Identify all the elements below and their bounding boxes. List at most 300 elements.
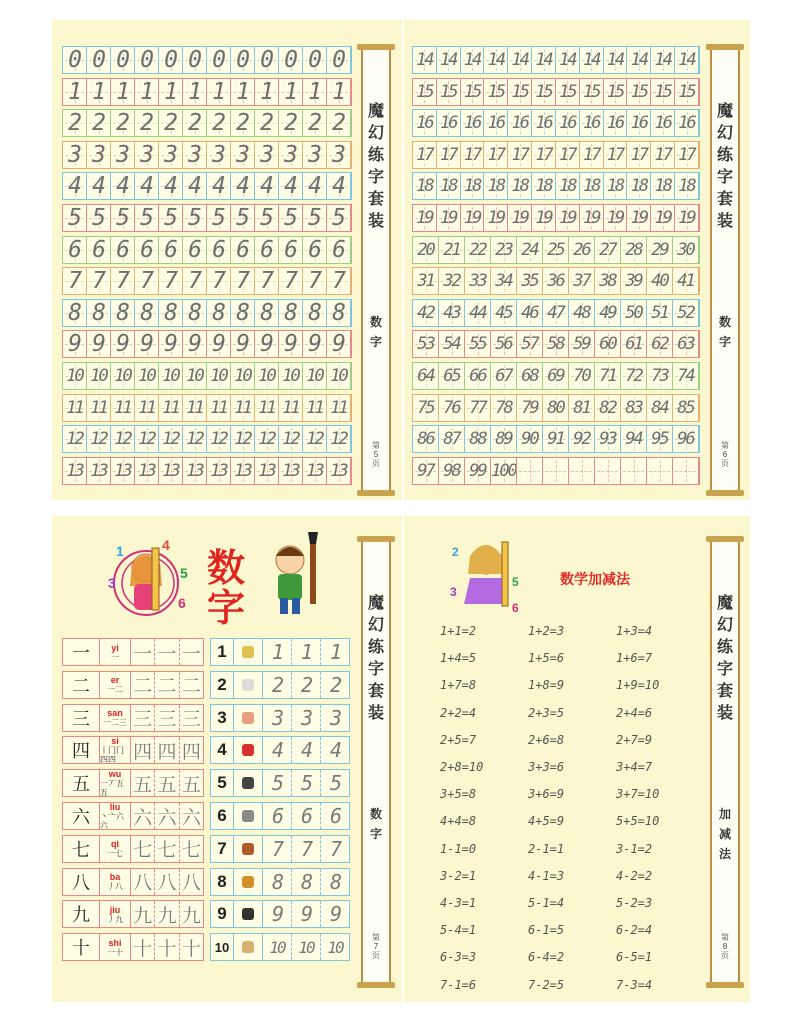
practice-cell (621, 363, 647, 389)
practice-cell (413, 110, 437, 136)
boy-with-brush-illustration (266, 532, 326, 622)
practice-cell (484, 142, 508, 168)
trace-digit: 5 (292, 770, 321, 796)
digit-text: 2 (140, 110, 153, 137)
svg-text:4: 4 (162, 537, 170, 553)
practice-cell (135, 205, 159, 231)
digit-text: 4 (308, 173, 321, 200)
digit-text: 8 (140, 299, 153, 326)
practice-cell (279, 395, 303, 421)
practice-cell (627, 173, 651, 199)
practice-cell (87, 395, 111, 421)
digit-text: 12 (210, 429, 227, 450)
digit-text: 1 (332, 78, 345, 105)
digit-text: 11 (330, 397, 347, 418)
hanzi-char: 一 (63, 639, 100, 665)
practice-cell (135, 237, 159, 263)
digit-text: 15 (582, 81, 600, 102)
practice-cell (303, 205, 327, 231)
hanzi-row (62, 736, 204, 764)
trace-char: 五 (181, 773, 201, 796)
digit-text: 5 (164, 205, 177, 231)
digit-text: 8 (68, 299, 81, 326)
digit-text: 97 (417, 460, 434, 481)
practice-cell (604, 79, 628, 105)
digit-text: 5 (236, 205, 249, 231)
practice-cell (63, 142, 87, 168)
practice-cell (207, 142, 231, 168)
practice-cell (569, 426, 595, 452)
digit-text: 6 (212, 236, 225, 263)
digit-text: 18 (535, 176, 552, 197)
practice-cell (413, 173, 437, 199)
digit-text: 12 (114, 429, 131, 450)
practice-cell (439, 363, 465, 389)
digit-text: 10 (186, 366, 203, 386)
digit-text: 26 (573, 239, 590, 260)
practice-cell (580, 173, 604, 199)
practice-row (62, 267, 352, 295)
practice-cell (279, 173, 303, 199)
hanzi-char: 七 (63, 836, 100, 862)
digit-text: 10 (138, 366, 155, 386)
digit-text: 52 (677, 302, 694, 323)
trace-digit: 5 (263, 770, 292, 796)
practice-cell (517, 331, 543, 357)
practice-cell (183, 110, 207, 136)
practice-cell (675, 205, 699, 231)
equation: 1+1=2 (440, 624, 477, 638)
practice-cell (439, 331, 465, 357)
digit-text: 17 (487, 144, 505, 165)
digit-text: 14 (463, 50, 481, 70)
number-label: 8 (211, 869, 234, 895)
digit-text: 18 (511, 176, 528, 197)
trace-digit: 2 (292, 672, 321, 698)
practice-row (62, 425, 352, 453)
practice-cell (413, 237, 439, 263)
digit-text: 69 (547, 366, 564, 386)
digit-text: 10 (90, 366, 107, 386)
pinyin-box (100, 705, 131, 731)
pinyin-box (100, 672, 131, 698)
pinyin-text: shi (108, 937, 122, 948)
eggs-icon (234, 934, 263, 960)
digit-text: 1 (284, 78, 297, 105)
practice-cell (595, 395, 621, 421)
practice-cell (159, 331, 183, 357)
digit-text: 6 (140, 236, 153, 263)
pinyin-text: san (107, 708, 123, 719)
digit-text: 84 (651, 397, 668, 418)
practice-cell (604, 142, 628, 168)
practice-cell (231, 47, 255, 73)
practice-row (412, 204, 700, 232)
practice-cell (279, 142, 303, 168)
practice-cell (465, 268, 491, 294)
practice-cell (413, 205, 437, 231)
digit-text: 2 (188, 110, 201, 137)
equation: 6-4=2 (528, 950, 565, 965)
practice-cell (461, 110, 485, 136)
digit-text: 3 (140, 141, 153, 168)
trace-char: 六 (181, 806, 201, 829)
practice-row (412, 236, 700, 264)
equation: 2+6=8 (528, 732, 565, 747)
practice-cell (231, 331, 255, 357)
practice-cell (135, 268, 159, 294)
pinyin-text: er (110, 675, 120, 686)
practice-cell (63, 205, 87, 231)
practice-cell (532, 173, 556, 199)
practice-cell (675, 79, 699, 105)
digit-text: 8 (212, 299, 225, 326)
digit-text: 4 (284, 173, 297, 200)
digit-text: 37 (573, 271, 590, 292)
practice-cell (279, 268, 303, 294)
digit-text: 5 (92, 205, 105, 231)
practice-cell (255, 458, 279, 484)
gourd-icon (234, 869, 263, 895)
practice-cell (135, 300, 159, 326)
practice-cell (183, 331, 207, 357)
trace-digit: 8 (263, 869, 292, 895)
practice-cell (556, 205, 580, 231)
digit-text: 17 (606, 144, 624, 165)
practice-cell (159, 237, 183, 263)
practice-cell (604, 205, 628, 231)
practice-cell (87, 47, 111, 73)
digit-text: 6 (68, 236, 81, 263)
practice-cell (413, 142, 437, 168)
practice-cell (595, 331, 621, 357)
digit-text: 9 (92, 331, 105, 358)
practice-cell (111, 268, 135, 294)
trace-char: 十 (131, 934, 155, 960)
pinyin-text: si (111, 736, 119, 747)
digit-text: 16 (416, 113, 433, 134)
digit-text: 16 (606, 113, 624, 134)
hanzi-row (62, 933, 204, 961)
digit-text: 70 (573, 366, 590, 386)
pinyin-box (100, 639, 131, 665)
practice-cell (439, 237, 465, 263)
trace-digit: 9 (263, 901, 292, 927)
practice-cell (627, 47, 651, 73)
digit-text: 0 (92, 47, 105, 73)
practice-cell (651, 110, 675, 136)
practice-cell (327, 110, 351, 136)
practice-cell (207, 79, 231, 105)
practice-cell (580, 79, 604, 105)
number-label: 4 (211, 737, 234, 763)
digit-text: 13 (138, 460, 155, 481)
practice-cell (461, 47, 485, 73)
stroke-order: 一十 (107, 947, 123, 957)
equation: 1+8=9 (528, 678, 565, 693)
practice-cell (111, 426, 135, 452)
digit-text: 12 (138, 429, 155, 450)
digit-text: 6 (284, 236, 297, 263)
digit-text: 80 (547, 397, 564, 418)
number-row (210, 769, 350, 797)
stroke-order: 一二 (107, 685, 123, 695)
page-subtitle: 数字 (718, 315, 731, 349)
practice-cell (569, 458, 595, 484)
sickle-icon (234, 836, 263, 862)
practice-cell (627, 142, 651, 168)
practice-cell (231, 205, 255, 231)
stroke-order: 一二三 (103, 718, 127, 728)
digit-text: 18 (416, 176, 433, 197)
digit-text: 79 (521, 397, 538, 418)
practice-cell (327, 268, 351, 294)
practice-cell (207, 237, 231, 263)
digit-text: 77 (469, 397, 486, 418)
equation: 2+5=7 (440, 732, 477, 747)
practice-cell (135, 110, 159, 136)
practice-cell (673, 237, 699, 263)
practice-cell (673, 426, 699, 452)
hanzi-char: 八 (63, 869, 100, 895)
practice-cell (135, 395, 159, 421)
practice-cell (439, 426, 465, 452)
equation: 4+4=8 (440, 814, 477, 829)
digit-text: 9 (260, 331, 273, 358)
digit-text: 57 (521, 334, 538, 355)
digit-text: 3 (236, 141, 249, 168)
practice-cell (327, 205, 351, 231)
hanzi-row (62, 868, 204, 896)
pinyin-box (100, 901, 131, 927)
digit-text: 18 (606, 176, 624, 197)
digit-text: 14 (416, 50, 433, 70)
trace-digit: 1 (329, 640, 341, 664)
practice-cell (87, 426, 111, 452)
digit-text: 8 (236, 299, 249, 326)
trace-char: 二 (155, 672, 179, 698)
digit-text: 0 (212, 47, 225, 73)
digit-text: 5 (284, 205, 297, 231)
digit-text: 2 (92, 110, 105, 137)
practice-cell (87, 331, 111, 357)
digit-text: 14 (630, 50, 648, 70)
svg-text:1: 1 (116, 543, 124, 559)
practice-cell (303, 300, 327, 326)
practice-cell (647, 331, 673, 357)
practice-row (412, 172, 700, 200)
digit-text: 18 (463, 176, 481, 197)
practice-cell (111, 47, 135, 73)
digit-text: 25 (547, 239, 564, 260)
digit-text: 6 (308, 236, 321, 263)
practice-cell (569, 395, 595, 421)
practice-cell (651, 205, 675, 231)
svg-text:6: 6 (512, 601, 519, 615)
practice-cell (595, 363, 621, 389)
practice-cell (627, 110, 651, 136)
equation: 3+4=7 (616, 760, 653, 774)
digit-text: 92 (573, 429, 590, 450)
trace-char: 三 (155, 705, 179, 731)
practice-cell (255, 363, 279, 389)
trace-char: 三 (131, 705, 155, 731)
digit-text: 11 (258, 397, 275, 418)
practice-cell (508, 110, 532, 136)
practice-cell (63, 237, 87, 263)
digit-text: 6 (116, 236, 129, 263)
digit-text: 0 (308, 47, 321, 73)
practice-cell (255, 331, 279, 357)
page-number: 第7页 (372, 933, 380, 960)
page-number: 第5页 (372, 441, 380, 468)
equation: 5-2=3 (616, 896, 653, 910)
digit-text: 15 (535, 81, 552, 102)
digit-text: 53 (417, 334, 434, 355)
practice-cell (87, 79, 111, 105)
equation: 6-1=5 (528, 923, 565, 938)
digit-text: 15 (630, 81, 648, 102)
digit-text: 0 (236, 47, 249, 73)
digit-text: 17 (535, 144, 552, 165)
practice-cell (580, 142, 604, 168)
digit-text: 38 (599, 271, 616, 292)
digit-text: 56 (495, 334, 512, 355)
digit-text: 15 (487, 81, 505, 102)
digit-text: 0 (164, 47, 177, 73)
digit-text: 8 (308, 299, 321, 326)
practice-cell (207, 300, 231, 326)
practice-cell (231, 458, 255, 484)
practice-cell (135, 426, 159, 452)
practice-cell (461, 79, 485, 105)
practice-cell (543, 300, 569, 326)
practice-cell (207, 47, 231, 73)
digit-text: 98 (443, 460, 460, 481)
trace-char: 十 (181, 937, 201, 960)
digit-text: 5 (212, 205, 225, 231)
digit-text: 1 (68, 78, 81, 105)
practice-cell (303, 142, 327, 168)
practice-cell (461, 173, 485, 199)
digit-text: 13 (258, 460, 275, 481)
practice-cell (413, 79, 437, 105)
number-label: 5 (211, 770, 234, 796)
practice-cell (303, 458, 327, 484)
number-label: 7 (211, 836, 234, 862)
practice-cell (673, 300, 699, 326)
equation: 3-1=2 (616, 841, 653, 856)
practice-cell (595, 268, 621, 294)
practice-cell (135, 47, 159, 73)
practice-row (62, 78, 352, 106)
digit-text: 11 (282, 397, 299, 418)
digit-text: 18 (654, 176, 671, 197)
practice-cell (569, 363, 595, 389)
equation: 1+3=4 (616, 624, 653, 638)
practice-cell (87, 237, 111, 263)
digit-text: 90 (521, 429, 538, 450)
trace-digit: 9 (292, 901, 321, 927)
ear-icon (234, 705, 263, 731)
practice-row (62, 141, 352, 169)
page-heading: 数学加减法 (560, 571, 630, 587)
practice-cell (413, 300, 439, 326)
side-scroll (710, 50, 740, 490)
digit-text: 0 (140, 47, 153, 73)
digit-text: 8 (116, 299, 129, 326)
digit-text: 6 (260, 236, 273, 263)
equation: 3+6=9 (528, 787, 565, 802)
digit-text: 5 (188, 205, 201, 231)
practice-cell (183, 205, 207, 231)
digit-text: 7 (188, 268, 201, 295)
digit-text: 9 (236, 331, 249, 358)
practice-cell (135, 142, 159, 168)
digit-text: 5 (68, 205, 81, 231)
digit-text: 13 (210, 460, 227, 481)
practice-cell (63, 173, 87, 199)
practice-row (62, 204, 352, 232)
practice-cell (279, 237, 303, 263)
practice-cell (159, 47, 183, 73)
digit-text: 15 (440, 81, 457, 102)
digit-text: 15 (606, 81, 624, 102)
practice-cell (491, 331, 517, 357)
page-subtitle: 数字 (369, 315, 382, 349)
digit-text: 13 (306, 460, 323, 481)
pinyin-text: jiu (109, 904, 121, 915)
page-subtitle: 数字 (369, 807, 382, 841)
equation: 3+5=8 (440, 787, 477, 802)
practice-row (62, 457, 352, 485)
digit-text: 36 (547, 271, 564, 292)
digit-text: 73 (651, 366, 668, 386)
series-title: 魔幻练字套装 (367, 593, 384, 722)
digit-text: 2 (212, 110, 225, 137)
series-title: 魔幻练字套装 (367, 101, 384, 230)
trace-char: 二 (131, 672, 155, 698)
pencil-icon (234, 639, 263, 665)
digit-text: 62 (651, 334, 668, 355)
practice-cell (437, 205, 461, 231)
trace-digit: 1 (263, 639, 292, 665)
digit-text: 0 (332, 47, 345, 73)
digit-text: 10 (282, 366, 299, 386)
practice-cell (279, 79, 303, 105)
digit-text: 3 (164, 141, 177, 168)
practice-cell (647, 426, 673, 452)
practice-cell (255, 300, 279, 326)
hanzi-row (62, 638, 204, 666)
practice-cell (508, 47, 532, 73)
hanzi-row (62, 671, 204, 699)
practice-cell (413, 363, 439, 389)
practice-cell (63, 47, 87, 73)
flag-icon (234, 737, 263, 763)
digit-text: 76 (443, 397, 460, 418)
svg-text:2: 2 (452, 545, 459, 559)
digit-text: 2 (116, 110, 129, 137)
digit-text: 61 (625, 334, 642, 355)
digit-text: 0 (284, 47, 297, 73)
equation: 6-2=4 (616, 923, 653, 938)
digit-text: 89 (495, 429, 512, 450)
practice-cell (159, 395, 183, 421)
hanzi-char: 四 (63, 737, 100, 763)
practice-cell (303, 426, 327, 452)
digit-text: 1 (116, 78, 129, 105)
